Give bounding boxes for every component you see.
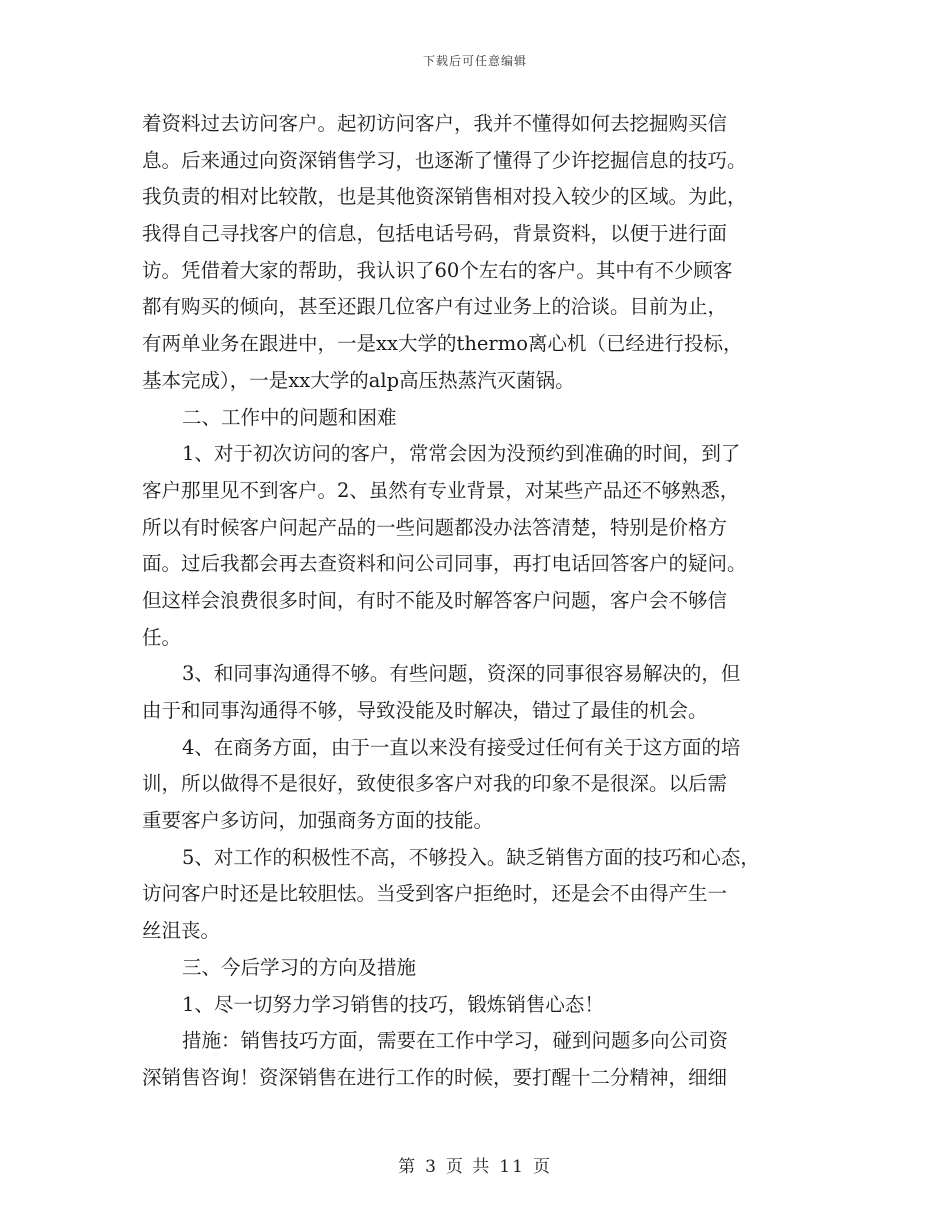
body-line: 我得自己寻找客户的信息，包括电话号码，背景资料，以便于进行面 [142, 222, 728, 246]
body-line: 由于和同事沟通得不够，导致没能及时解决，错过了最佳的机会。 [142, 699, 708, 722]
current-page-number: 3 [425, 1157, 438, 1177]
body-line: 但这样会浪费很多时间，有时不能及时解答客户问题，客户会不够信 [142, 588, 728, 612]
body-line: 都有购买的倾向，甚至还跟几位客户有过业务上的洽谈。目前为止， [142, 295, 728, 319]
body-line: 有两单业务在跟进中，一是xx大学的thermo离心机（已经进行投标， [142, 332, 743, 356]
document-body [142, 106, 818, 1097]
total-pages-number: 11 [499, 1157, 525, 1177]
body-line: 我负责的相对比较散，也是其他资深销售相对投入较少的区域。为此， [142, 185, 747, 209]
body-line: 所以有时候客户问起产品的一些问题都没办法答清楚，特别是价格方 [142, 515, 728, 539]
footer-middle: 页 共 [445, 1157, 492, 1177]
body-line: 训，所以做得不是很好，致使很多客户对我的印象不是很深。以后需 [142, 772, 728, 796]
body-line: 客户那里见不到客户。2、虽然有专业背景，对某些产品还不够熟悉， [142, 478, 740, 502]
body-line: 任。 [142, 625, 182, 649]
body-line: 基本完成），一是xx大学的alp高压热蒸汽灭菌锅。 [142, 368, 575, 392]
footer-prefix: 第 [398, 1157, 418, 1177]
body-line: 访。凭借着大家的帮助，我认识了60个左右的客户。其中有不少顾客 [142, 258, 733, 282]
page-footer [0, 1152, 950, 1177]
body-line: 深销售咨询！资深销售在进行工作的时候，要打醒十二分精神，细细 [142, 1065, 728, 1089]
section-heading-plans: 三、今后学习的方向及措施 [182, 955, 417, 979]
page-header: 下载后可任意编辑 [422, 54, 527, 68]
body-line: 1、尽一切努力学习销售的技巧，锻炼销售心态！ [182, 992, 604, 1016]
body-line: 着资料过去访问客户。起初访问客户，我并不懂得如何去挖掘购买信 [142, 112, 728, 135]
body-line: 措施：销售技巧方面，需要在工作中学习，碰到问题多向公司资 [182, 1029, 729, 1053]
body-line: 5、对工作的积极性不高，不够投入。缺乏销售方面的技巧和心态， [182, 845, 760, 869]
body-line: 3、和同事沟通得不够。有些问题，资深的同事很容易解决的，但 [182, 662, 741, 686]
footer-suffix: 页 [532, 1157, 552, 1177]
body-line: 4、在商务方面，由于一直以来没有接受过任何有关于这方面的培 [182, 735, 741, 759]
body-line: 访问客户时还是比较胆怯。当受到客户拒绝时，还是会不由得产生一 [142, 882, 728, 906]
body-line: 面。过后我都会再去查资料和问公司同事，再打电话回答客户的疑问。 [142, 552, 747, 576]
body-line: 丝沮丧。 [142, 919, 221, 943]
body-line: 息。后来通过向资深销售学习，也逐渐了懂得了少许挖掘信息的技巧。 [142, 148, 747, 172]
body-line: 重要客户多访问，加强商务方面的技能。 [142, 809, 494, 833]
body-line: 1、对于初次访问的客户，常常会因为没预约到准确的时间，到了 [182, 442, 741, 466]
section-heading-problems: 二、工作中的问题和困难 [182, 405, 397, 429]
